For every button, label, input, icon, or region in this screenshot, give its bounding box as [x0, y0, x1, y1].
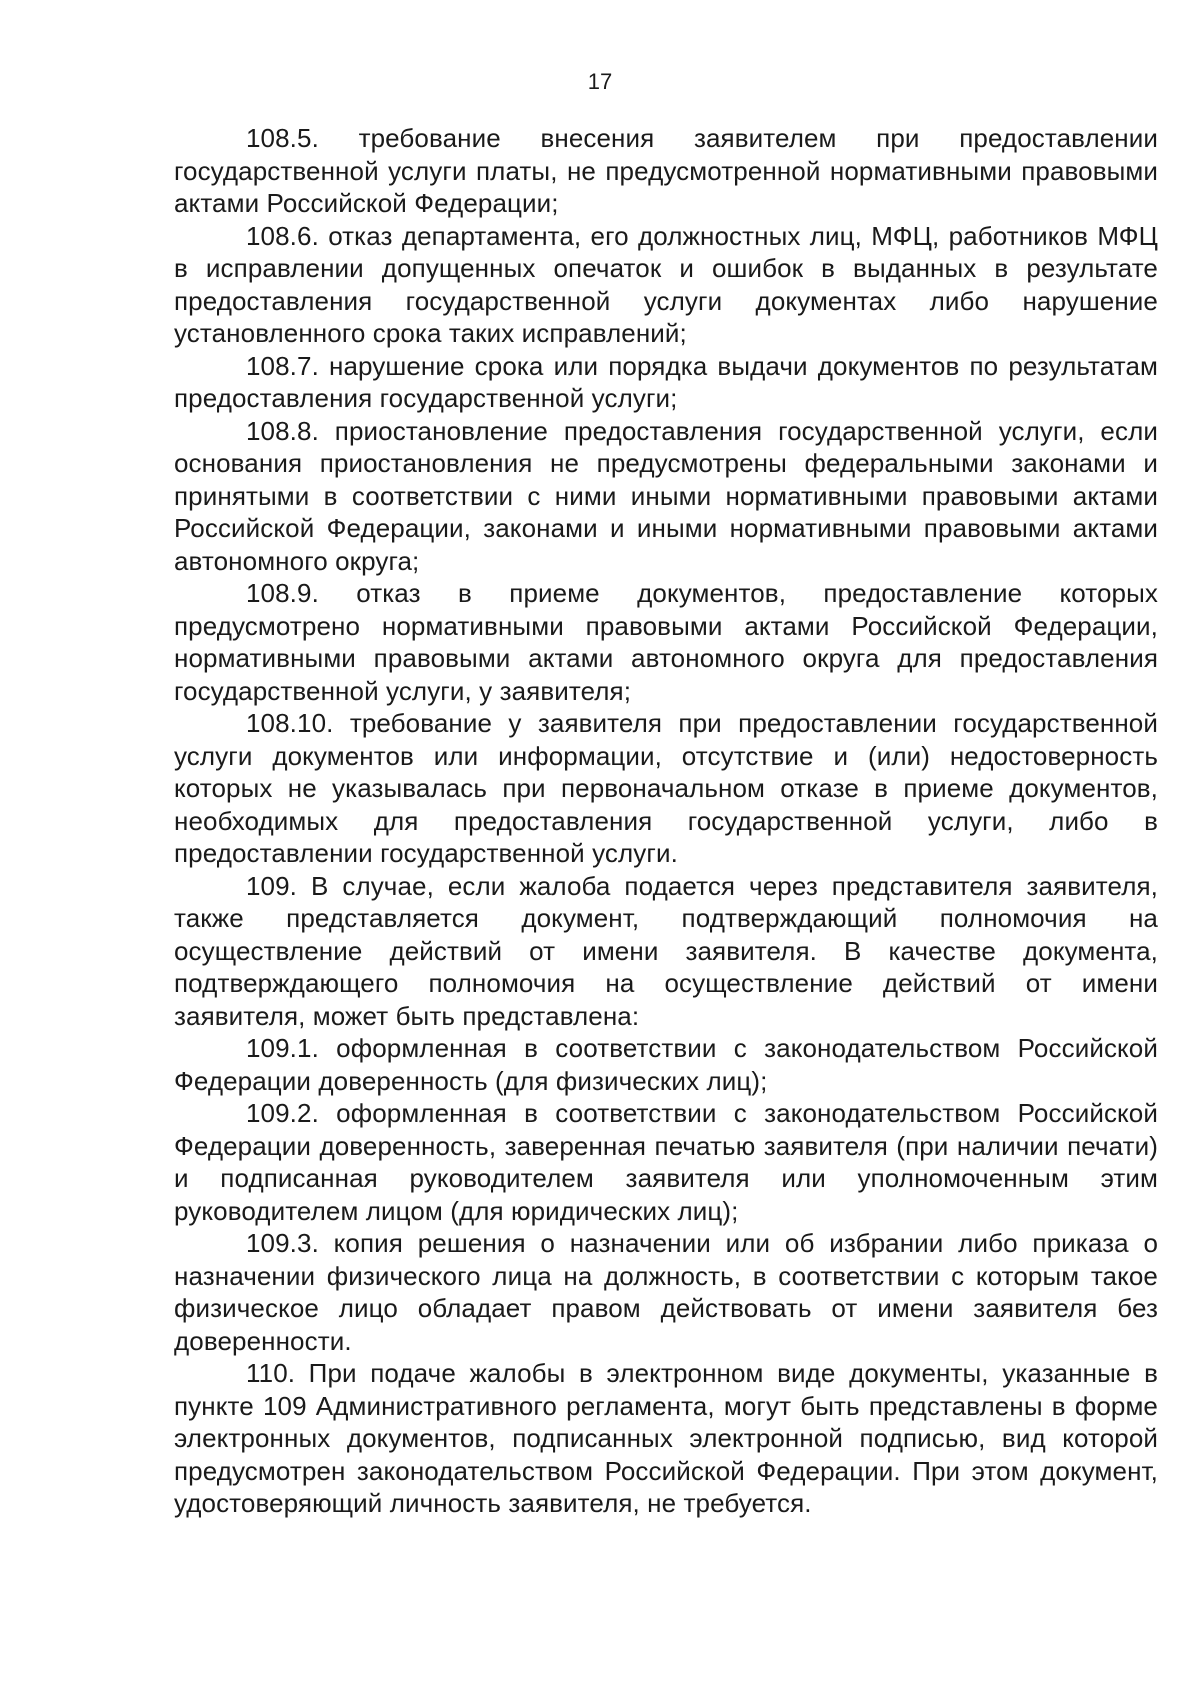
- paragraph-108-7: 108.7. нарушение срока или порядка выдачи документов по результатам предоставления государственной услуги;: [174, 350, 1158, 413]
- paragraph-108-9: 108.9. отказ в приеме документов, предоставление которых предусмотрено нормативными правовыми актами Российской Федерации, нормативными правовыми актами автономного округа для предоставления государственной услуги, у заявителя;: [174, 578, 1158, 706]
- paragraph-109-3: 109.3. копия решения о назначении или об избрании либо приказа о назначении физического лица на должность, в соответствии с которым такое физическое лицо обладает правом действовать от имени заявителя без доверенности.: [174, 1228, 1158, 1356]
- paragraph-110: 110. При подаче жалобы в электронном виде документы, указанные в пункте 109 Административного регламента, могут быть представлены в форме электронных документов, подписанных электронной подписью, вид которой предусмотрен законодательством Российской Федерации. При этом документ, удостоверяющий личность заявителя, не требуется.: [174, 1358, 1158, 1518]
- document-body: [174, 122, 1158, 1520]
- paragraph-109-1: 109.1. оформленная в соответствии с законодательством Российской Федерации доверенность (для физических лиц);: [174, 1033, 1158, 1096]
- paragraph-108-8: 108.8. приостановление предоставления государственной услуги, если основания приостановления не предусмотрены федеральными законами и принятыми в соответствии с ними иными нормативными правовыми актами Российской Федерации, законами и иными нормативными правовыми актами автономного округа;: [174, 415, 1158, 576]
- page-number: 17: [587, 69, 613, 94]
- paragraph-109: 109. В случае, если жалоба подается через представителя заявителя, также представляется документ, подтверждающий полномочия на осуществление действий от имени заявителя. В качестве документа, подтверждающего полномочия на осуществление действий от имени заявителя, может быть представлена:: [174, 870, 1158, 1031]
- paragraph-108-10: 108.10. требование у заявителя при предоставлении государственной услуги документов или информации, отсутствие и (или) недостоверность которых не указывалась при первоначальном отказе в приеме документов, необходимых для предоставления государственной услуги, либо в предоставлении государственной услуги.: [174, 708, 1158, 868]
- paragraph-108-6: 108.6. отказ департамента, его должностных лиц, МФЦ, работников МФЦ в исправлении допущенных опечаток и ошибок в выданных в результате предоставления государственной услуги документах либо нарушение установленного срока таких исправлений;: [174, 220, 1158, 348]
- paragraph-109-2: 109.2. оформленная в соответствии с законодательством Российской Федерации доверенность, заверенная печатью заявителя (при наличии печати) и подписанная руководителем заявителя или уполномоченным этим руководителем лицом (для юридических лиц);: [174, 1098, 1158, 1226]
- paragraph-108-5: 108.5. требование внесения заявителем при предоставлении государственной услуги платы, не предусмотренной нормативными правовыми актами Российской Федерации;: [174, 123, 1158, 218]
